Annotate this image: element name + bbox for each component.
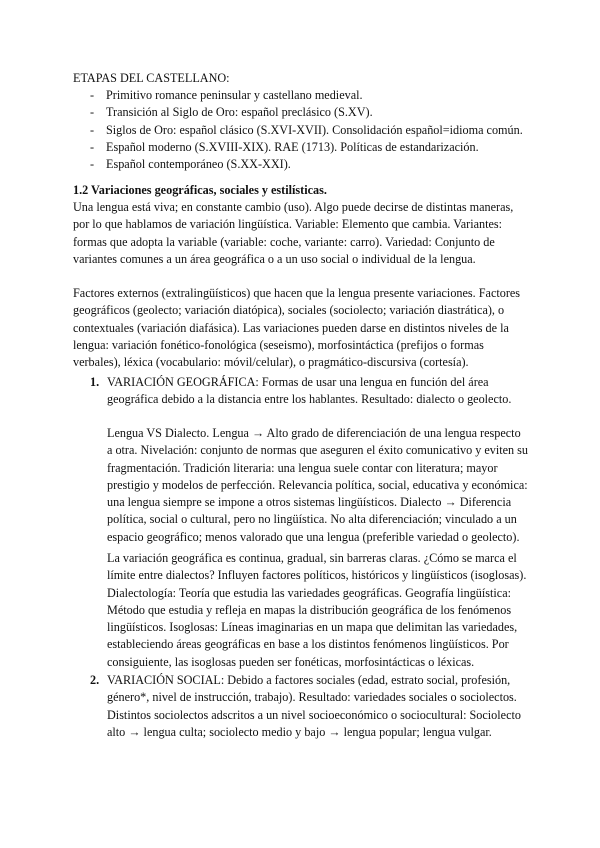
item-number: 1.: [90, 375, 100, 389]
paragraph-external-factors: Factores externos (extralingüísticos) que hacen que la lengua presente variaciones. Factores geográficos (geolecto; variación diatópica), sociales (sociolecto; variación diastrática), o contextuales (variación diafásica). Las variaciones pueden darse en distintos niveles de la lengua: variación fonético-fonológica (seseismo), morfosintáctica (prefijos o formas verbales), léxica (vocabulario: móvil/celular), o pragmático-discursiva (cortesía).: [73, 286, 521, 370]
etapas-title: ETAPAS DEL CASTELLANO:: [73, 71, 230, 85]
list-item: - Primitivo romance peninsular y castellano medieval.: [73, 87, 533, 104]
list-item: - Español contemporáneo (S.XX-XXI).: [73, 156, 533, 173]
numbered-item-social: [90, 672, 530, 741]
item-text: VARIACIÓN SOCIAL: Debido a factores sociales (edad, estrato social, profesión, género*, nivel de instrucción, trabajo). Resultado: variedades sociales o sociolectos. Distintos sociolectos adscritos a un nivel socioeconómico o sociocultural: Sociolecto alto → lengua culta; sociolecto medio y bajo → lengua popular; lengua vulgar.: [107, 673, 521, 739]
item-text: VARIACIÓN GEOGRÁFICA: Formas de usar una lengua en función del área geográfica debido a la distancia entre los hablantes. Resultado: dialecto o geolecto.: [107, 375, 512, 407]
list-item: - Español moderno (S.XVIII-XIX). RAE (1713). Políticas de estandarización.: [73, 139, 533, 156]
dash-bullet: -: [90, 88, 95, 102]
dash-bullet: -: [90, 105, 95, 120]
etapas-list: [73, 87, 533, 173]
list-item: - Siglos de Oro: español clásico (S.XVI-XVII). Consolidación español=idioma común.: [73, 122, 533, 139]
paragraph-variacion-continua: La variación geográfica es continua, gradual, sin barreras claras. ¿Cómo se marca el límite entre dialectos? Influyen factores políticos, históricos y lingüísticos (isoglosas). Dialectología: Teoría que estudia las variedades geográficas. Geografía lingüística: Método que estudia y refleja en mapas la distribución geográfica de los fenómenos lingüísticos. Isoglosas: Líneas imaginarias en un mapa que delimitan las variedades, estableciendo áreas geográficas en base a los distintos fenómenos lingüísticos. Por consiguiente, las isoglosas pueden ser fonéticas, morfosintácticas o léxicas.: [107, 551, 527, 669]
dash-bullet: -: [90, 139, 95, 154]
dash-bullet: -: [90, 122, 95, 137]
paragraph-variation-intro: Una lengua está viva; en constante cambio (uso). Algo puede decirse de distintas maneras, por lo que hablamos de variación lingüística. Variable: Elemento que cambia. Variantes: formas que adopta la variable (variable: coche, variante: carro). Variedad: Conjunto de variantes comunes a un área geográfica o a un uso social o individual de la lengua.: [73, 200, 514, 266]
item-number: 2.: [90, 673, 100, 687]
section-heading: 1.2 Variaciones geográficas, sociales y estilísticas.: [73, 183, 327, 197]
numbered-item-geographic: [90, 374, 530, 409]
list-item: - Transición al Siglo de Oro: español preclásico (S.XV).: [73, 104, 533, 121]
paragraph-lengua-vs-dialecto: Lengua VS Dialecto. Lengua → Alto grado de diferenciación de una lengua respecto a otra. Nivelación: conjunto de normas que aseguren el éxito comunicativo y eviten su fragmentación. Tradición literaria: una lengua suele contar con literatura; mayor prestigio y modelos de perfección. Relevancia política, social, educativa y económica: una lengua siempre se impone a otros sistemas lingüísticos. Dialecto → Diferencia política, social o cultural, pero no lingüística. No alta diferenciación; vinculado a un espacio geográfico; menos valorado que una lengua (preferible variedad o geolecto).: [107, 426, 529, 544]
dash-bullet: -: [90, 157, 95, 172]
